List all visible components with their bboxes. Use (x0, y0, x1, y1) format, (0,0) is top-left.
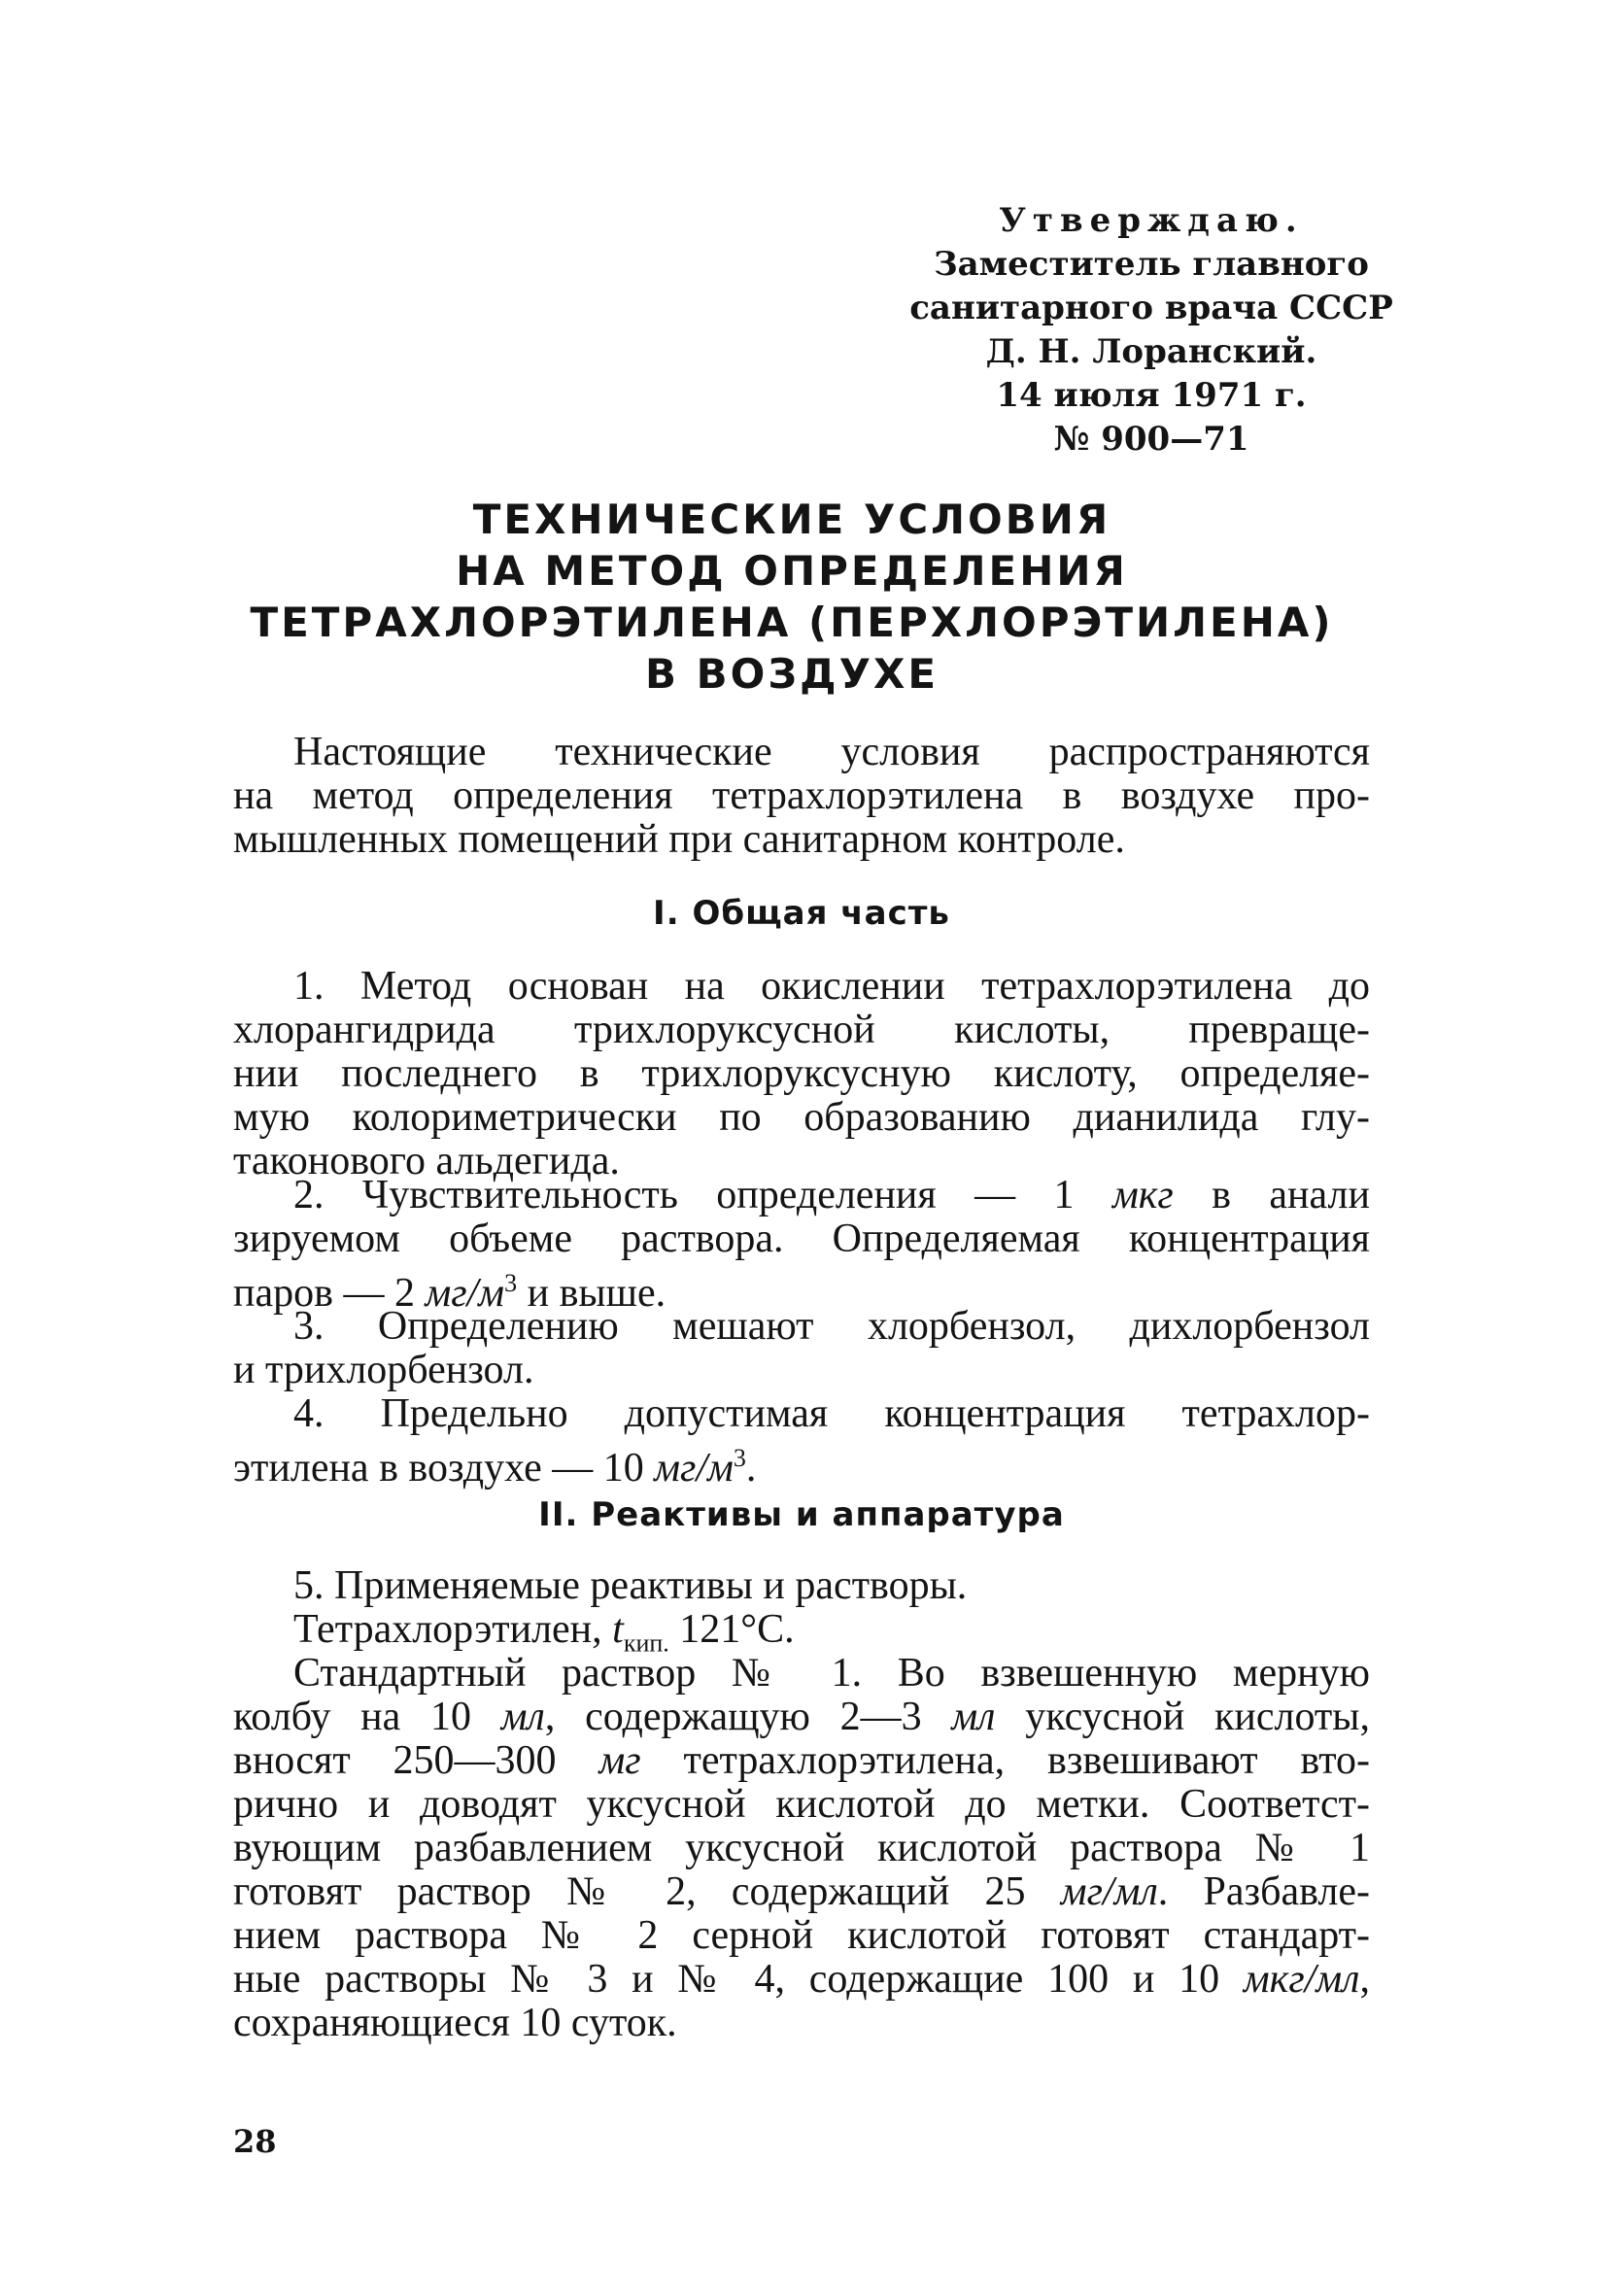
text-line (233, 1696, 1370, 1739)
text-line: вующим разбавлением уксусной кислотой раствора № 1 (233, 1826, 1370, 1870)
unit-text: мкг/мл (1243, 1957, 1360, 2002)
text-line: мышленных помещений при санитарном контроле. (233, 817, 1125, 862)
paragraph-5 (233, 1564, 1370, 1664)
text-line (233, 1870, 1370, 1914)
text-span: этилена в воздухе — 10 (233, 1446, 655, 1491)
text-span: 121°C. (668, 1607, 795, 1652)
superscript: 3 (504, 1269, 518, 1297)
text-span: ные растворы № 3 и № 4, содержащие 100 и 10 (233, 1957, 1244, 2002)
text-span: Тетрахлорэтилен, (293, 1607, 613, 1652)
text-line: 5. Применяемые реактивы и растворы. (293, 1563, 968, 1608)
text-line: мую колориметрически по образованию дианилида глу- (233, 1095, 1370, 1140)
text-line: таконового альдегида. (233, 1139, 620, 1183)
text-span: . (745, 1446, 757, 1491)
approval-line: № 900—71 (1053, 420, 1249, 459)
text-line (233, 1174, 1370, 1217)
text-line (233, 1436, 1370, 1491)
paragraph-4 (233, 1392, 1370, 1491)
text-span: паров — 2 (233, 1271, 426, 1316)
document-title (233, 494, 1350, 700)
intro-paragraph (233, 731, 1370, 862)
text-line: нием раствора № 2 серной кислотой готовят стандарт- (233, 1913, 1370, 1958)
text-line: хлорангидрида трихлоруксусной кислоты, превраще- (233, 1008, 1370, 1052)
text-line: на метод определения тетрахлорэтилена в воздухе про- (233, 773, 1370, 818)
paragraph-standard-solution (233, 1652, 1370, 2045)
approval-block (899, 199, 1404, 462)
title-line: НА МЕТОД ОПРЕДЕЛЕНИЯ (456, 547, 1128, 595)
text-line: 3. Определению мешают хлорбензол, дихлорбензол (293, 1304, 1370, 1349)
section-heading: I. Общая часть (653, 894, 950, 933)
text-span: 2. Чувствительность определения — 1 (293, 1173, 1112, 1217)
text-span: в анали (1173, 1173, 1370, 1217)
unit-text: мг/м (425, 1271, 505, 1316)
unit-text: мг (598, 1738, 641, 1783)
text-span: и выше. (517, 1271, 666, 1316)
text-span: тетрахлорэтилена, взвешивают вто- (640, 1738, 1370, 1783)
text-line: зируемом объеме раствора. Определяемая концентрация (233, 1217, 1370, 1261)
text-line: сохраняющиеся 10 суток. (233, 2001, 677, 2045)
title-line: В ВОЗДУХЕ (644, 650, 940, 698)
text-span: вносят 250—300 (233, 1738, 599, 1783)
title-line: ТЕТРАХЛОРЭТИЛЕНА (ПЕРХЛОРЭТИЛЕНА) (250, 599, 1334, 646)
text-line: и трихлорбензол. (233, 1348, 534, 1392)
text-line: нии последнего в трихлоруксусную кислоту, определяе- (233, 1051, 1370, 1096)
approval-line: Утверждаю. (999, 201, 1304, 240)
paragraph-2 (233, 1174, 1370, 1316)
approval-line: санитарного врача СССР (909, 289, 1393, 327)
title-line: ТЕХНИЧЕСКИЕ УСЛОВИЯ (472, 496, 1111, 543)
text-line: Стандартный раствор № 1. Во взвешенную мерную (293, 1651, 1370, 1696)
text-span: . Разбавле- (1157, 1869, 1370, 1914)
text-line: 4. Предельно допустимая концентрация тетрахлор- (293, 1391, 1370, 1436)
unit-text: мл (951, 1695, 996, 1739)
text-span: колбу на 10 (233, 1695, 501, 1739)
unit-text: мкг (1111, 1173, 1174, 1217)
unit-text: мг/мл (1060, 1869, 1158, 1914)
text-span: готовят раствор № 2, содержащий 25 (233, 1869, 1061, 1914)
text-span: , (1359, 1957, 1370, 2002)
text-span: , содержащую 2—3 (544, 1695, 952, 1739)
text-line: Настоящие технические условия распространяются (293, 730, 1370, 774)
text-line: рично и доводят уксусной кислотой до метки. Соответст- (233, 1782, 1370, 1827)
superscript: 3 (733, 1444, 746, 1472)
approval-line: Д. Н. Лоранский. (985, 332, 1317, 371)
unit-text: мл (500, 1695, 545, 1739)
text-span: уксусной кислоты, (995, 1695, 1370, 1739)
subscript: кип. (623, 1628, 669, 1658)
approval-line: Заместитель главного (934, 245, 1369, 284)
text-line (233, 1958, 1370, 2002)
approval-line: 14 июля 1971 г. (996, 376, 1307, 415)
symbol-text: t (612, 1607, 624, 1652)
unit-text: мг/м (654, 1446, 734, 1491)
page-number: 28 (233, 2123, 277, 2160)
section-heading: II. Реактивы и аппаратура (538, 1495, 1065, 1534)
paragraph-3 (233, 1305, 1370, 1392)
text-line: 1. Метод основан на окислении тетрахлорэтилена до (293, 964, 1370, 1009)
paragraph-1 (233, 965, 1370, 1183)
text-line (233, 1739, 1370, 1783)
